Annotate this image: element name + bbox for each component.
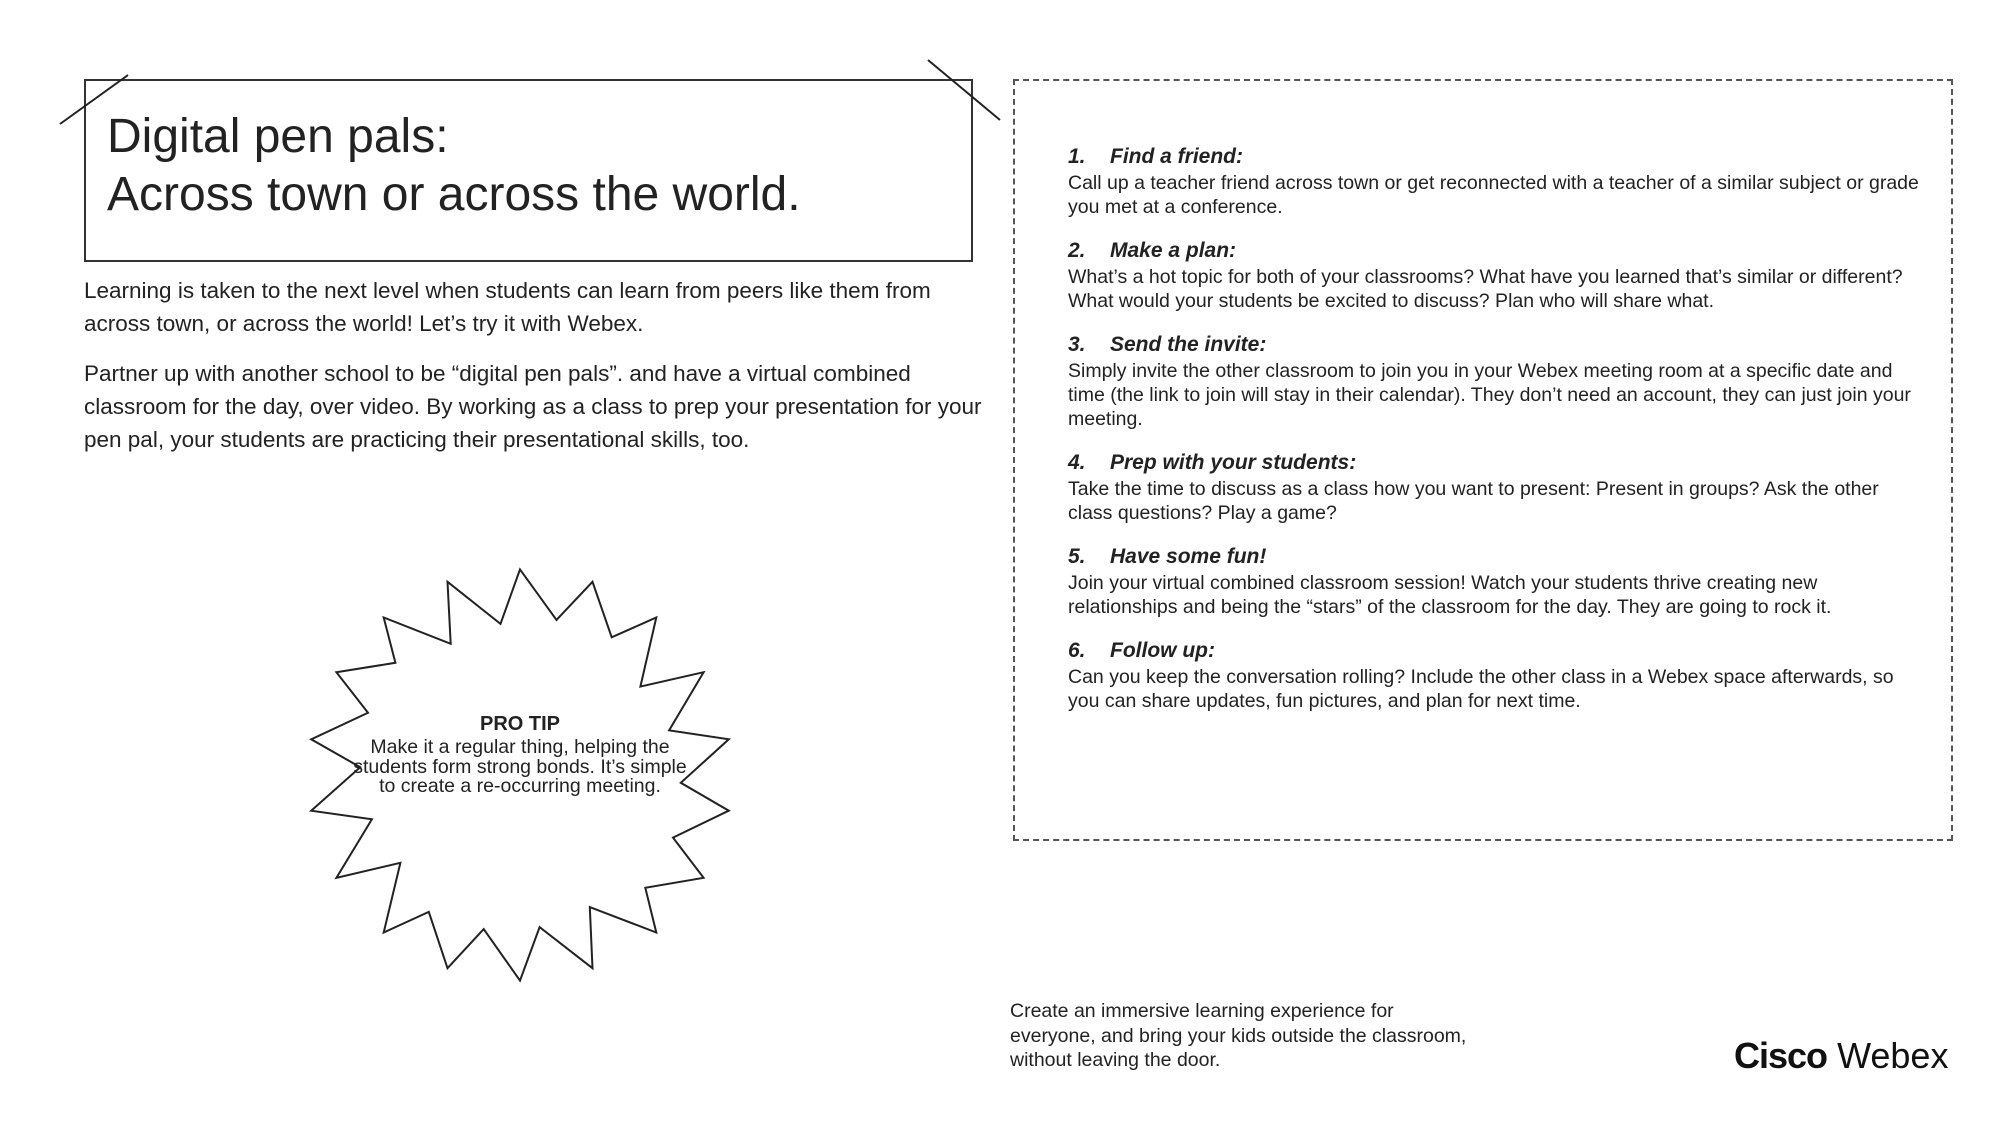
logo-webex-text: Webex bbox=[1837, 1035, 1949, 1076]
intro-paragraph-2: Partner up with another school to be “digital pen pals”. and have a virtual combined classroom for the day, over video. By working as a class to prep your presentation for your pen pal, your students are practicing their presentational skills, too. bbox=[84, 361, 982, 452]
step-4 bbox=[1068, 449, 1928, 525]
step-heading bbox=[1068, 237, 1928, 265]
step-body: Call up a teacher friend across town or get reconnected with a teacher of a similar subject or grade you met at a conference. bbox=[1068, 172, 1919, 218]
step-body: Join your virtual combined classroom session! Watch your students thrive creating new relationships and being the “stars” of the classroom for the day. They are going to rock it. bbox=[1068, 572, 1832, 618]
steps-list bbox=[1068, 143, 1928, 731]
intro-paragraph-1: Learning is taken to the next level when students can learn from peers like them from across town, or across the world! Let’s try it with Webex. bbox=[84, 278, 931, 336]
step-heading bbox=[1068, 637, 1928, 665]
step-title: Find a friend: bbox=[1110, 145, 1243, 168]
step-heading bbox=[1068, 143, 1928, 171]
page-title bbox=[107, 108, 801, 224]
step-body: Take the time to discuss as a class how you want to present: Present in groups? Ask the other class questions? Play a game? bbox=[1068, 478, 1879, 524]
step-1 bbox=[1068, 143, 1928, 219]
step-5 bbox=[1068, 543, 1928, 619]
step-body: Simply invite the other classroom to join you in your Webex meeting room at a specific date and time (the link to join will stay in their calendar). They don’t need an account, they can just join your meeting. bbox=[1068, 360, 1911, 430]
page-title-line-1: Digital pen pals: bbox=[107, 110, 449, 163]
step-number: 5. bbox=[1068, 545, 1086, 568]
step-title: Send the invite: bbox=[1110, 333, 1267, 356]
step-heading bbox=[1068, 543, 1928, 571]
pro-tip-title: PRO TIP bbox=[479, 713, 560, 735]
pro-tip-body: Make it a regular thing, helping the students form strong bonds. It’s simple to create a re-occurring meeting. bbox=[353, 736, 687, 797]
step-title: Prep with your students: bbox=[1110, 451, 1357, 474]
step-2 bbox=[1068, 237, 1928, 313]
step-number: 3. bbox=[1068, 333, 1086, 356]
step-heading bbox=[1068, 331, 1928, 359]
step-title: Have some fun! bbox=[1110, 545, 1267, 568]
step-body: What’s a hot topic for both of your classrooms? What have you learned that’s similar or different? What would your students be excited to discuss? Plan who will share what. bbox=[1068, 266, 1903, 312]
step-heading bbox=[1068, 449, 1928, 477]
step-title: Make a plan: bbox=[1110, 239, 1237, 262]
intro-section bbox=[84, 274, 984, 473]
footer-tagline: Create an immersive learning experience for everyone, and bring your kids outside the classroom, without leaving the door. bbox=[1010, 1000, 1467, 1071]
step-3 bbox=[1068, 331, 1928, 431]
corner-mark-right bbox=[928, 60, 1000, 120]
step-body: Can you keep the conversation rolling? Include the other class in a Webex space afterwards, so you can share updates, fun pictures, and plan for next time. bbox=[1068, 666, 1894, 712]
cisco-webex-logo bbox=[1734, 1034, 1948, 1078]
step-number: 1. bbox=[1068, 145, 1086, 168]
step-title: Follow up: bbox=[1110, 639, 1215, 662]
step-6 bbox=[1068, 637, 1928, 713]
step-number: 4. bbox=[1068, 451, 1086, 474]
page-title-line-2: Across town or across the world. bbox=[107, 168, 801, 221]
step-number: 6. bbox=[1068, 639, 1086, 662]
logo-cisco-text: Cisco bbox=[1734, 1035, 1828, 1076]
pro-tip bbox=[350, 712, 690, 797]
step-number: 2. bbox=[1068, 239, 1086, 262]
